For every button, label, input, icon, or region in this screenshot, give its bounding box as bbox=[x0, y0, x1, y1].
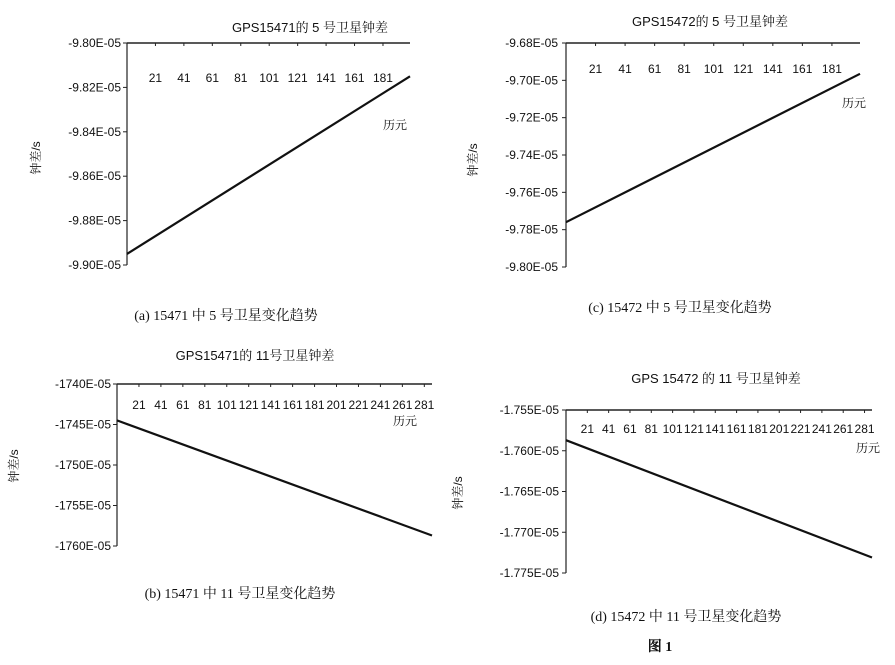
chart-a-x-tick-label: 101 bbox=[259, 71, 280, 85]
chart-b-x-tick-label: 201 bbox=[326, 398, 347, 412]
chart-d-series-line bbox=[566, 440, 872, 557]
chart-b-x-tick-label: 181 bbox=[304, 398, 325, 412]
chart-c-y-tick-label: -9.72E-05 bbox=[505, 110, 558, 125]
chart-b-x-tick-label: 261 bbox=[392, 398, 413, 412]
chart-c-y-tick-label: -9.68E-05 bbox=[505, 36, 558, 50]
chart-a-x-tick-label: 41 bbox=[177, 71, 191, 85]
chart-a-y-tick-label: -9.82E-05 bbox=[68, 80, 121, 95]
chart-a-title: GPS15471的 5 号卫星钟差 bbox=[231, 20, 389, 35]
chart-b-series-line bbox=[117, 420, 432, 535]
chart-c-y-tick-label: -9.70E-05 bbox=[505, 73, 558, 88]
chart-d-x-tick-label: 121 bbox=[683, 422, 704, 436]
chart-c-xlabel: 历元 bbox=[841, 96, 867, 110]
chart-a-y-tick-label: -9.90E-05 bbox=[68, 258, 121, 272]
chart-c-x-tick-label: 101 bbox=[703, 62, 724, 76]
chart-c-x-tick-label: 161 bbox=[792, 62, 813, 76]
chart-c-y-tick-label: -9.76E-05 bbox=[505, 185, 558, 200]
chart-d-x-tick-label: 261 bbox=[833, 422, 854, 436]
chart-a-x-tick-label: 121 bbox=[287, 71, 308, 85]
chart-d-x-tick-label: 181 bbox=[747, 422, 768, 436]
chart-d-x-tick-label: 281 bbox=[854, 422, 875, 436]
chart-c-title: GPS15472的 5 号卫星钟差 bbox=[631, 14, 789, 29]
chart-c-plot bbox=[505, 36, 860, 274]
chart-b-y-tick-label: -1740E-05 bbox=[54, 377, 111, 391]
chart-d-y-tick-label: -1.755E-05 bbox=[499, 403, 559, 417]
chart-b-caption: (b) 15471 中 11 号卫星变化趋势 bbox=[144, 587, 336, 602]
chart-a-xlabel: 历元 bbox=[382, 118, 408, 132]
chart-a bbox=[28, 20, 410, 324]
chart-a-plot bbox=[68, 36, 410, 272]
chart-c bbox=[465, 14, 866, 316]
chart-b-y-tick-label: -1760E-05 bbox=[54, 539, 111, 553]
chart-b-x-tick-label: 221 bbox=[348, 398, 369, 412]
chart-d-caption: (d) 15472 中 11 号卫星变化趋势 bbox=[590, 610, 782, 625]
chart-c-x-tick-label: 181 bbox=[821, 62, 842, 76]
chart-c-x-tick-label: 81 bbox=[677, 62, 691, 76]
chart-a-x-tick-label: 21 bbox=[148, 71, 163, 85]
chart-d-x-tick-label: 161 bbox=[726, 422, 747, 436]
chart-c-caption: (c) 15472 中 5 号卫星变化趋势 bbox=[588, 301, 772, 316]
chart-d-xlabel: 历元 bbox=[855, 441, 881, 455]
chart-d-plot bbox=[500, 403, 875, 580]
chart-b-y-tick-label: -1745E-05 bbox=[54, 417, 111, 432]
chart-a-x-tick-label: 181 bbox=[372, 71, 393, 85]
chart-a-caption: (a) 15471 中 5 号卫星变化趋势 bbox=[134, 309, 318, 324]
chart-d-x-tick-label: 81 bbox=[644, 422, 658, 436]
chart-a-y-tick-label: -9.88E-05 bbox=[68, 213, 121, 228]
chart-d-y-tick-label: -1.775E-05 bbox=[499, 566, 559, 580]
chart-b-ylabel: 钟差/s bbox=[7, 449, 21, 483]
chart-a-x-tick-label: 141 bbox=[316, 71, 337, 85]
chart-d-x-tick-label: 141 bbox=[705, 422, 726, 436]
chart-a-ylabel: 钟差/s bbox=[29, 141, 43, 175]
chart-c-x-tick-label: 41 bbox=[618, 62, 632, 76]
chart-d-y-tick-label: -1.765E-05 bbox=[499, 484, 559, 499]
chart-b-x-tick-label: 81 bbox=[198, 398, 212, 412]
chart-a-x-tick-label: 161 bbox=[344, 71, 365, 85]
chart-d-x-tick-label: 41 bbox=[601, 422, 616, 436]
chart-b-x-tick-label: 101 bbox=[216, 398, 237, 412]
figure-label: 图 1 bbox=[647, 640, 673, 655]
chart-d-x-tick-label: 241 bbox=[811, 422, 832, 436]
chart-d-title: GPS 15472 的 11 号卫星钟差 bbox=[631, 371, 801, 386]
chart-c-series-line bbox=[566, 74, 860, 222]
chart-c-x-tick-label: 121 bbox=[733, 62, 754, 76]
chart-a-series-line bbox=[127, 76, 410, 254]
chart-b-x-tick-label: 141 bbox=[260, 398, 281, 412]
chart-d-x-tick-label: 201 bbox=[769, 422, 790, 436]
chart-b-x-tick-label: 241 bbox=[370, 398, 391, 412]
chart-b-xlabel: 历元 bbox=[392, 414, 418, 428]
chart-d-ylabel: 钟差/s bbox=[451, 476, 465, 510]
chart-a-y-tick-label: -9.80E-05 bbox=[68, 36, 121, 50]
chart-c-ylabel: 钟差/s bbox=[466, 143, 480, 177]
chart-c-y-tick-label: -9.78E-05 bbox=[505, 222, 558, 237]
chart-d-x-tick-label: 101 bbox=[662, 422, 683, 436]
chart-a-x-tick-label: 61 bbox=[205, 71, 220, 85]
chart-d-x-tick-label: 21 bbox=[580, 422, 595, 436]
chart-a-y-tick-label: -9.86E-05 bbox=[68, 169, 121, 184]
chart-b-x-tick-label: 281 bbox=[414, 398, 435, 412]
chart-b-x-tick-label: 121 bbox=[238, 398, 259, 412]
chart-c-x-tick-label: 141 bbox=[762, 62, 783, 76]
chart-b-x-tick-label: 61 bbox=[176, 398, 190, 412]
chart-a-x-tick-label: 81 bbox=[234, 71, 248, 85]
chart-b-title: GPS15471的 11号卫星钟差 bbox=[175, 348, 335, 363]
chart-d-x-tick-label: 61 bbox=[623, 422, 637, 436]
chart-c-y-tick-label: -9.80E-05 bbox=[505, 260, 558, 274]
chart-b-y-tick-label: -1755E-05 bbox=[54, 498, 111, 513]
chart-b-x-tick-label: 161 bbox=[282, 398, 303, 412]
chart-d-y-tick-label: -1.760E-05 bbox=[499, 443, 559, 458]
chart-b-x-tick-label: 41 bbox=[154, 398, 168, 412]
chart-d-y-tick-label: -1.770E-05 bbox=[499, 525, 559, 540]
chart-b-y-tick-label: -1750E-05 bbox=[54, 458, 111, 472]
chart-b bbox=[6, 348, 435, 602]
chart-c-y-tick-label: -9.74E-05 bbox=[505, 148, 558, 162]
chart-b-plot bbox=[55, 377, 435, 553]
chart-a-y-tick-label: -9.84E-05 bbox=[68, 124, 121, 139]
chart-d-x-tick-label: 221 bbox=[790, 422, 811, 436]
chart-b-x-tick-label: 21 bbox=[132, 398, 146, 412]
chart-d bbox=[450, 371, 880, 625]
chart-c-x-tick-label: 21 bbox=[588, 62, 603, 76]
chart-c-x-tick-label: 61 bbox=[647, 62, 662, 76]
